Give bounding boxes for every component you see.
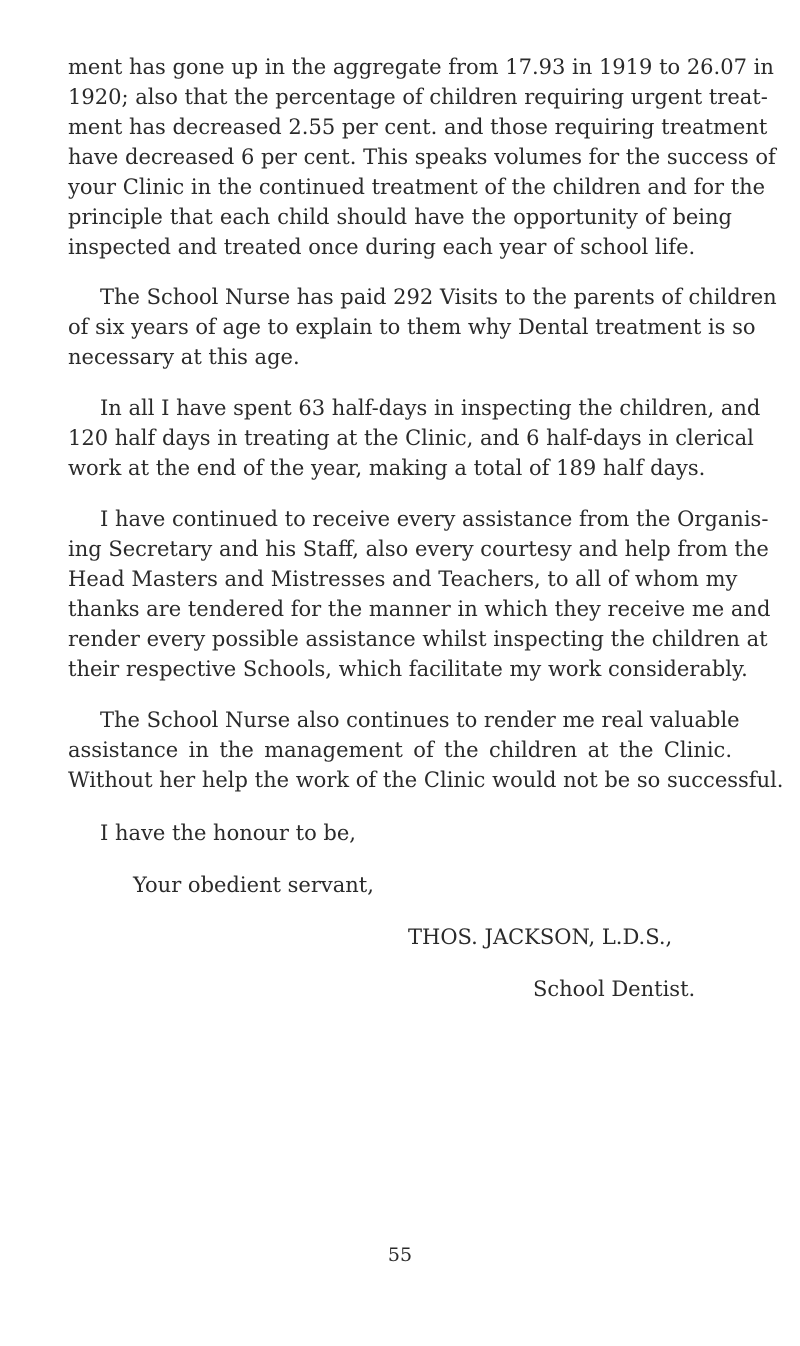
closing-honour: I have the honour to be, bbox=[100, 821, 356, 845]
text-line: assistance in the management of the children at the Clinic. bbox=[68, 738, 732, 762]
text-line: ment has gone up in the aggregate from 17.93 in 1919 to 26.07 in bbox=[68, 55, 774, 79]
page-number: 55 bbox=[387, 1244, 413, 1266]
text-line: 120 half days in treating at the Clinic, and 6 half-days in clerical bbox=[68, 426, 754, 450]
text-line: ment has decreased 2.55 per cent. and those requiring treatment bbox=[68, 115, 768, 139]
text-line: your Clinic in the continued treatment of the children and for the bbox=[68, 175, 766, 199]
text-line: I have continued to receive every assistance from the Organis- bbox=[100, 507, 769, 531]
text-line: In all I have spent 63 half-days in inspecting the children, and bbox=[100, 396, 761, 420]
text-line: Without her help the work of the Clinic would not be so successful. bbox=[68, 768, 784, 792]
text-line: inspected and treated once during each year of school life. bbox=[68, 235, 696, 259]
text-line: ing Secretary and his Staff, also every courtesy and help from the bbox=[68, 537, 769, 561]
text-line: have decreased 6 per cent. This speaks volumes for the success of bbox=[68, 145, 776, 169]
closing-servant: Your obedient servant, bbox=[133, 873, 374, 897]
text-line: The School Nurse also continues to render me real valuable bbox=[100, 708, 740, 732]
text-line: principle that each child should have the opportunity of being bbox=[68, 205, 732, 229]
text-line: The School Nurse has paid 292 Visits to the parents of children bbox=[100, 285, 777, 309]
text-line: their respective Schools, which facilitate my work considerably. bbox=[68, 657, 748, 681]
text-line: work at the end of the year, making a total of 189 half days. bbox=[68, 456, 706, 480]
text-line: necessary at this age. bbox=[68, 345, 300, 369]
text-line: Head Masters and Mistresses and Teachers, to all of whom my bbox=[68, 567, 738, 591]
text-line: render every possible assistance whilst inspecting the children at bbox=[68, 627, 768, 651]
text-line: 1920; also that the percentage of children requiring urgent treat- bbox=[68, 85, 768, 109]
signatory-name: THOS. JACKSON, L.D.S., bbox=[408, 925, 673, 949]
text-line: of six years of age to explain to them why Dental treatment is so bbox=[68, 315, 756, 339]
text-line: thanks are tendered for the manner in which they receive me and bbox=[68, 597, 771, 621]
signatory-title: School Dentist. bbox=[533, 977, 696, 1001]
